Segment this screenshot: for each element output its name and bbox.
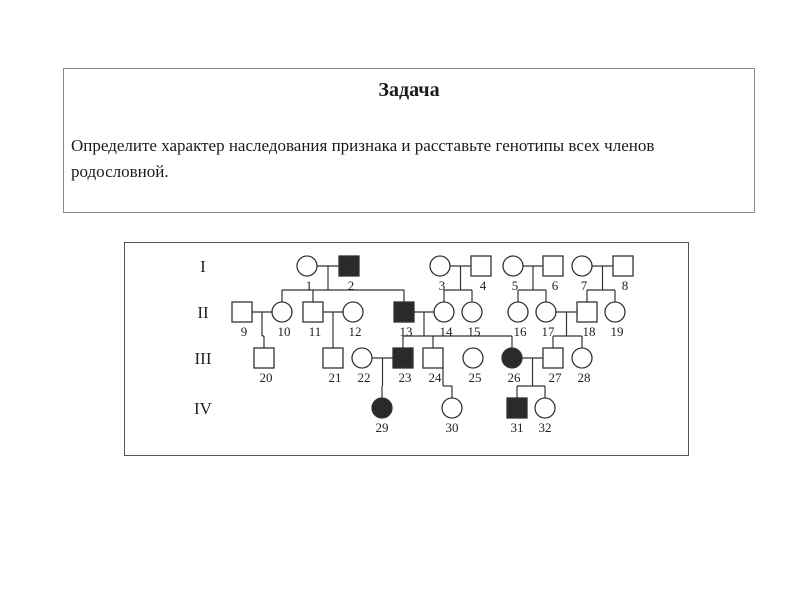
individual-15 bbox=[462, 302, 482, 339]
male-square bbox=[254, 348, 274, 368]
individual-label: 11 bbox=[308, 324, 322, 339]
individual-10 bbox=[272, 302, 292, 339]
individual-11 bbox=[303, 302, 323, 339]
individual-16 bbox=[508, 302, 528, 339]
individual-8 bbox=[613, 256, 633, 293]
generation-label: IV bbox=[194, 399, 212, 418]
female-circle bbox=[572, 256, 592, 276]
male-square bbox=[613, 256, 633, 276]
individual-26 bbox=[502, 348, 522, 385]
task-text: Определите характер наследования признака и расставьте генотипы всех членов родословной. bbox=[71, 136, 655, 181]
male-square bbox=[323, 348, 343, 368]
individual-4 bbox=[471, 256, 491, 293]
individual-24 bbox=[423, 348, 443, 385]
individual-label: 21 bbox=[328, 370, 342, 385]
individual-label: 4 bbox=[479, 278, 487, 293]
female-circle bbox=[536, 302, 556, 322]
individual-19 bbox=[605, 302, 625, 339]
individual-label: 26 bbox=[507, 370, 521, 385]
individual-32 bbox=[535, 398, 555, 435]
individual-label: 28 bbox=[577, 370, 591, 385]
generation-label: II bbox=[197, 303, 209, 322]
task-title: Задача bbox=[378, 79, 440, 101]
individual-label: 5 bbox=[511, 278, 519, 293]
male-square bbox=[543, 348, 563, 368]
individual-2 bbox=[339, 256, 359, 293]
generation-label: III bbox=[194, 349, 212, 368]
individual-13 bbox=[394, 302, 414, 339]
individual-label: 31 bbox=[510, 420, 524, 435]
female-circle bbox=[535, 398, 555, 418]
female-circle bbox=[462, 302, 482, 322]
individual-label: 6 bbox=[551, 278, 559, 293]
affected-female-circle bbox=[372, 398, 392, 418]
individual-6 bbox=[543, 256, 563, 293]
male-square bbox=[423, 348, 443, 368]
individual-label: 10 bbox=[277, 324, 291, 339]
affected-male-square bbox=[393, 348, 413, 368]
individual-30 bbox=[442, 398, 462, 435]
individual-31 bbox=[507, 398, 527, 435]
female-circle bbox=[572, 348, 592, 368]
male-square bbox=[471, 256, 491, 276]
individual-label: 7 bbox=[580, 278, 588, 293]
individual-label: 17 bbox=[541, 324, 555, 339]
individual-7 bbox=[572, 256, 592, 293]
male-square bbox=[543, 256, 563, 276]
individual-21 bbox=[323, 348, 343, 385]
male-square bbox=[577, 302, 597, 322]
individual-label: 23 bbox=[398, 370, 412, 385]
generation-label: I bbox=[200, 257, 206, 276]
individual-22 bbox=[352, 348, 372, 385]
individual-label: 24 bbox=[428, 370, 442, 385]
individual-23 bbox=[393, 348, 413, 385]
individual-9 bbox=[232, 302, 252, 339]
individual-label: 8 bbox=[621, 278, 629, 293]
female-circle bbox=[434, 302, 454, 322]
female-circle bbox=[297, 256, 317, 276]
individual-12 bbox=[343, 302, 363, 339]
individual-3 bbox=[430, 256, 450, 293]
individual-label: 20 bbox=[259, 370, 273, 385]
male-square bbox=[303, 302, 323, 322]
individual-label: 14 bbox=[439, 324, 453, 339]
female-circle bbox=[430, 256, 450, 276]
individual-label: 16 bbox=[513, 324, 527, 339]
individual-17 bbox=[536, 302, 556, 339]
affected-female-circle bbox=[502, 348, 522, 368]
individual-20 bbox=[254, 348, 274, 385]
female-circle bbox=[343, 302, 363, 322]
female-circle bbox=[272, 302, 292, 322]
individual-5 bbox=[503, 256, 523, 293]
individual-14 bbox=[434, 302, 454, 339]
individual-1 bbox=[297, 256, 317, 293]
individual-label: 12 bbox=[348, 324, 362, 339]
individual-29 bbox=[372, 398, 392, 435]
female-circle bbox=[463, 348, 483, 368]
affected-male-square bbox=[507, 398, 527, 418]
individual-label: 29 bbox=[375, 420, 389, 435]
female-circle bbox=[442, 398, 462, 418]
individual-label: 25 bbox=[468, 370, 482, 385]
affected-male-square bbox=[394, 302, 414, 322]
individual-label: 19 bbox=[610, 324, 624, 339]
female-circle bbox=[508, 302, 528, 322]
individual-label: 13 bbox=[399, 324, 413, 339]
individual-label: 2 bbox=[347, 278, 355, 293]
male-square bbox=[232, 302, 252, 322]
female-circle bbox=[503, 256, 523, 276]
female-circle bbox=[605, 302, 625, 322]
individual-label: 30 bbox=[445, 420, 459, 435]
individual-27 bbox=[543, 348, 563, 385]
individual-18 bbox=[577, 302, 597, 339]
individual-label: 1 bbox=[305, 278, 313, 293]
individual-label: 3 bbox=[438, 278, 446, 293]
individual-label: 18 bbox=[582, 324, 596, 339]
individual-label: 9 bbox=[240, 324, 248, 339]
individual-label: 15 bbox=[467, 324, 481, 339]
individual-label: 22 bbox=[357, 370, 371, 385]
individual-28 bbox=[572, 348, 592, 385]
female-circle bbox=[352, 348, 372, 368]
individual-25 bbox=[463, 348, 483, 385]
affected-male-square bbox=[339, 256, 359, 276]
individual-label: 27 bbox=[548, 370, 562, 385]
individual-label: 32 bbox=[538, 420, 552, 435]
